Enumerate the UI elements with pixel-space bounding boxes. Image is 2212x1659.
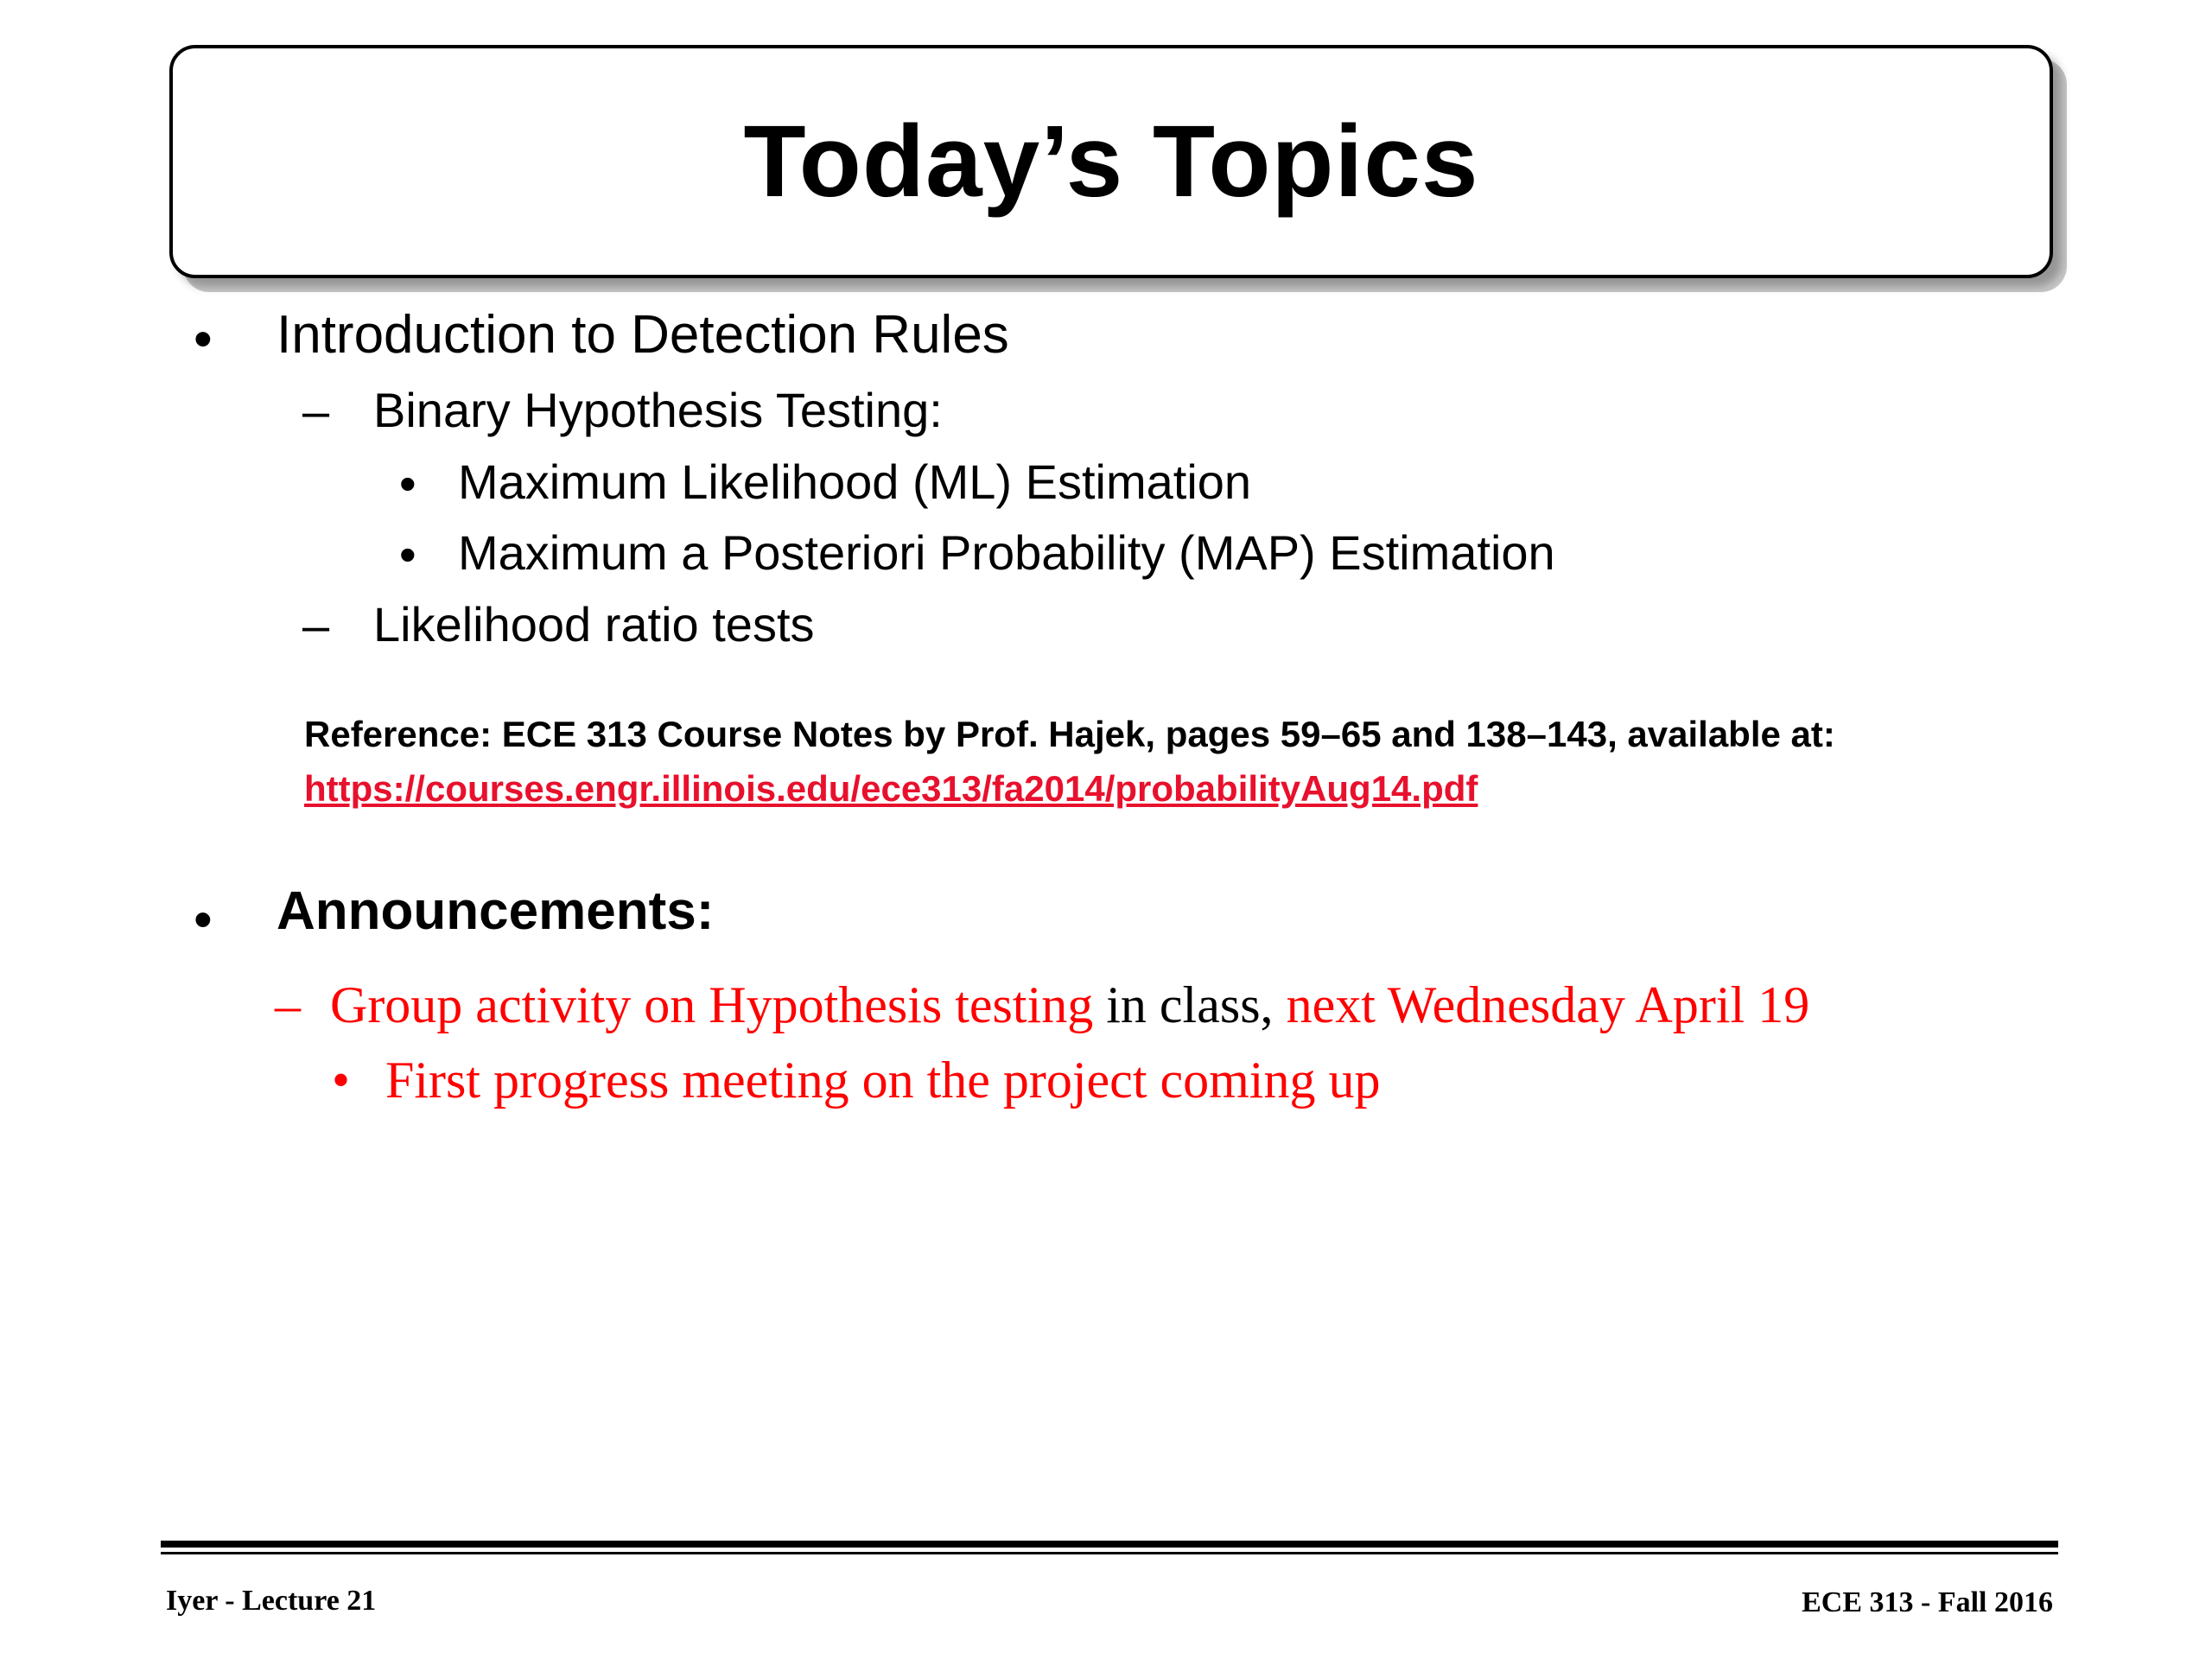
bullet-icon: • — [332, 1052, 351, 1109]
bullet-icon: • — [399, 527, 416, 582]
reference-link[interactable]: https://courses.engr.illinois.edu/ece313/fa2014/probabilityAug14.pdf — [304, 768, 1478, 809]
title-box — [169, 45, 2053, 278]
topic-detection-rules: Introduction to Detection Rules — [276, 305, 1009, 365]
footer-rule — [161, 1552, 2058, 1554]
footer-left: Iyer - Lecture 21 — [166, 1585, 377, 1617]
bullet-icon: • — [194, 890, 213, 950]
announcement-progress-meeting: First progress meeting on the project coming up — [385, 1052, 1381, 1109]
dash-icon: – — [302, 384, 330, 438]
announcement-group-activity-topic: Group activity on Hypothesis testing — [330, 976, 1094, 1033]
footer-rule — [161, 1541, 2058, 1548]
dash-icon: – — [275, 976, 301, 1033]
subtopic-binary-hypothesis: Binary Hypothesis Testing: — [373, 383, 943, 437]
slide-title: Today’s Topics — [743, 105, 1479, 219]
announcements-heading: Announcements: — [276, 881, 715, 941]
footer-right: ECE 313 - Fall 2016 — [1802, 1586, 2053, 1618]
dash-icon: – — [302, 598, 330, 652]
announcement-group-activity — [330, 976, 1810, 1033]
subtopic-ml-estimation: Maximum Likelihood (ML) Estimation — [458, 454, 1252, 509]
announcement-group-activity-date: next Wednesday April 19 — [1286, 976, 1810, 1033]
subtopic-likelihood-ratio: Likelihood ratio tests — [373, 597, 815, 652]
bullet-icon: • — [399, 456, 416, 511]
reference-text: Reference: ECE 313 Course Notes by Prof. Hajek, pages 59–65 and 138–143, available at: — [304, 714, 1835, 754]
announcement-group-activity-location: in class, — [1093, 976, 1287, 1033]
bullet-icon: • — [194, 309, 213, 369]
subtopic-map-estimation: Maximum a Posteriori Probability (MAP) Estimation — [458, 525, 1555, 580]
